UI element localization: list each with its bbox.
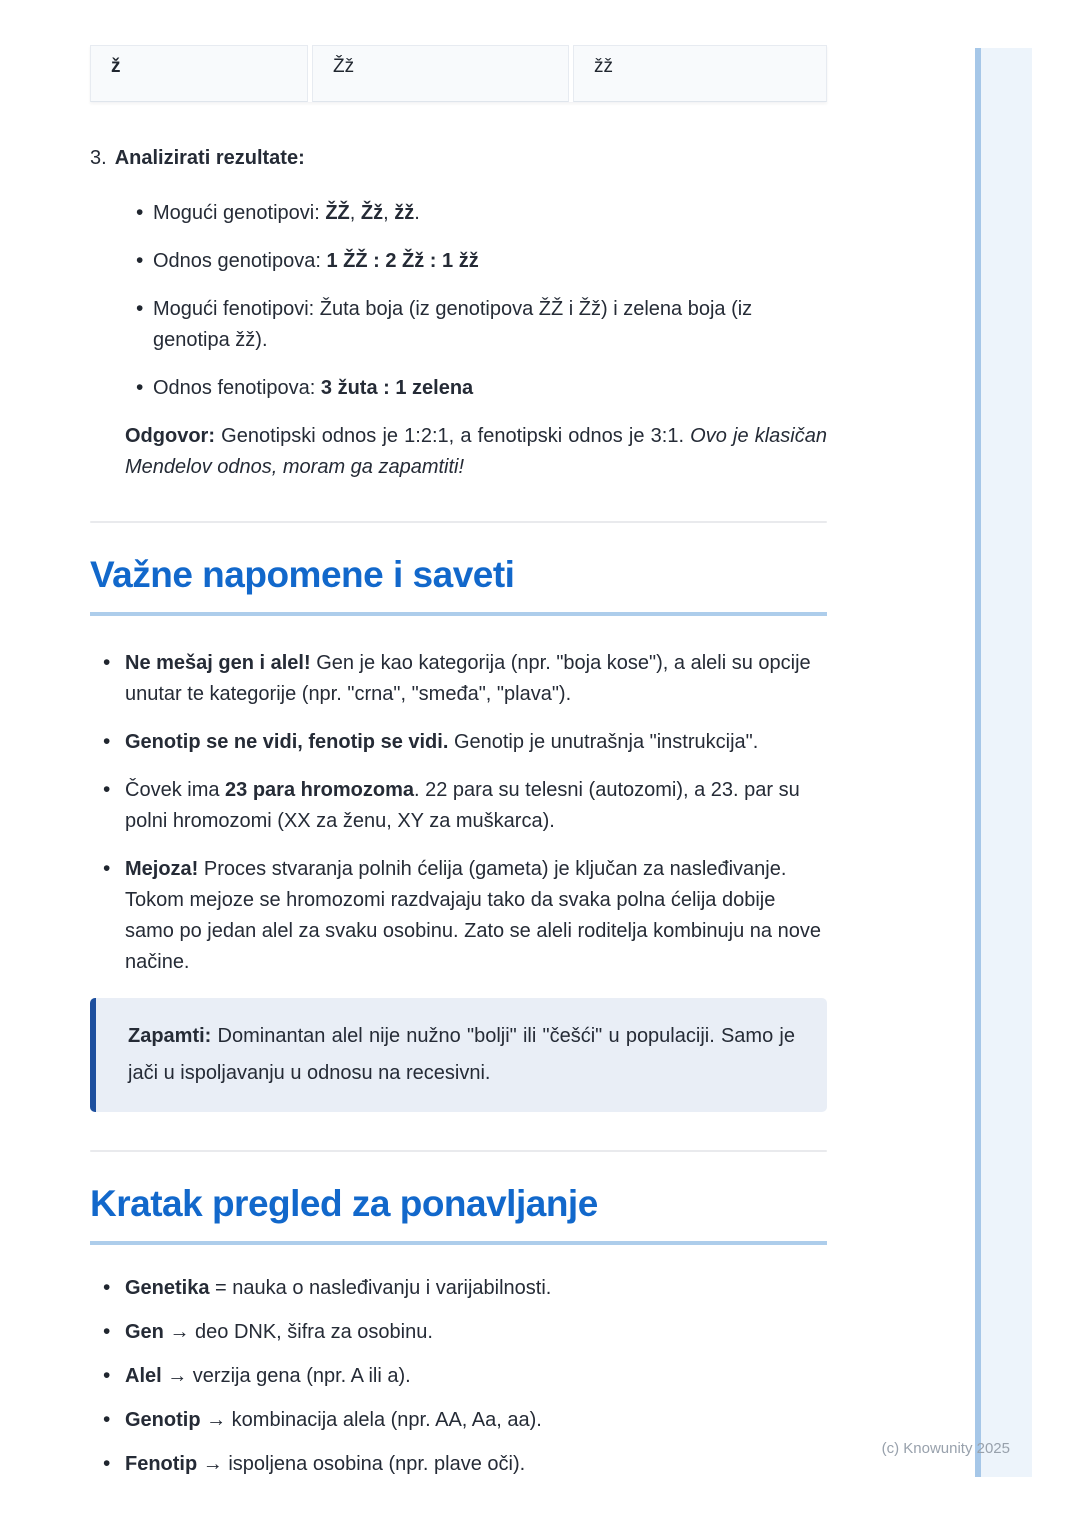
list-item	[90, 648, 827, 710]
text-segment: → deo DNK, šifra za osobinu.	[163, 1321, 433, 1343]
text-segment: . 22 para su telesni (autozomi), a 23. par su polni hromozomi (XX za ženu, XY za muškarca).	[125, 779, 800, 832]
text-segment: Mejoza!	[125, 858, 199, 880]
text-segment: Čovek ima	[125, 779, 226, 801]
text-segment: Žž	[360, 202, 384, 224]
notes-bullet-list	[90, 648, 827, 978]
text-segment: Mogući genotipovi:	[153, 202, 326, 224]
text-segment: Zapamti:	[128, 1025, 212, 1047]
list-item	[90, 294, 827, 356]
text-segment: ,	[349, 202, 361, 224]
text-segment: Gen je kao kategorija (npr. "boja kose"), a aleli su opcije unutar te kategorije (npr. "crna", "smeđa", "plava").	[125, 652, 811, 705]
list-item	[90, 198, 827, 229]
text-segment: .	[414, 202, 420, 224]
page-scroll-track[interactable]	[975, 48, 1032, 1477]
text-segment: Genotip	[125, 1409, 201, 1431]
text-segment: 1 ŽŽ : 2 Žž : 1 žž	[326, 250, 479, 272]
step-title: Analizirati rezultate:	[114, 147, 305, 169]
list-item	[90, 775, 827, 837]
text-segment: žž	[394, 202, 415, 224]
text-segment: Fenotip	[125, 1453, 198, 1475]
text-segment: Odnos genotipova:	[153, 250, 327, 272]
punnett-cell: Žž	[312, 45, 569, 102]
text-segment: Genotip se ne vidi, fenotip se vidi.	[125, 731, 449, 753]
remember-callout	[90, 998, 827, 1112]
text-segment: Mogući fenotipovi: Žuta boja (iz genotipova ŽŽ i Žž) i zelena boja (iz genotipa žž).	[153, 298, 753, 351]
text-segment: 3 žuta : 1 zelena	[320, 377, 474, 399]
text-segment: Ovo je klasičan Mendelov odnos, moram ga zapamtiti!	[125, 425, 827, 478]
review-bullet-list	[90, 1273, 827, 1480]
page-scroll-thumb[interactable]	[975, 48, 981, 1477]
list-item	[90, 854, 827, 978]
punnett-table-row	[90, 45, 827, 102]
text-segment: Alel	[125, 1365, 162, 1387]
list-item	[90, 1273, 827, 1304]
step-number: 3.	[90, 147, 107, 169]
document-page	[90, 45, 827, 1493]
text-segment: 23 para hromozoma	[225, 779, 414, 801]
text-segment: Genetika	[125, 1277, 210, 1299]
review-section-heading: Kratak pregled za ponavljanje	[90, 1182, 827, 1245]
copyright-watermark: (c) Knowunity 2025	[881, 1440, 1010, 1457]
text-segment: ,	[383, 202, 395, 224]
text-segment: = nauka o nasleđivanju i varijabilnosti.	[209, 1277, 552, 1299]
text-segment: Odnos fenotipova:	[153, 377, 321, 399]
text-segment: Gen	[125, 1321, 164, 1343]
text-segment: Genotip je unutrašnja "instrukcija".	[448, 731, 759, 753]
list-item	[90, 1361, 827, 1392]
punnett-cell: ž	[90, 45, 308, 102]
list-item	[90, 246, 827, 277]
answer-paragraph	[90, 421, 827, 483]
list-item	[90, 373, 827, 404]
notes-section-heading: Važne napomene i saveti	[90, 553, 827, 616]
text-segment: → ispoljena osobina (npr. plave oči).	[197, 1453, 526, 1475]
punnett-cell: žž	[573, 45, 827, 102]
text-segment: → verzija gena (npr. A ili a).	[161, 1365, 411, 1387]
analysis-bullet-list	[90, 198, 827, 404]
text-segment: → kombinacija alela (npr. AA, Aa, aa).	[200, 1409, 542, 1431]
list-item	[90, 1449, 827, 1480]
section-divider	[90, 521, 827, 523]
list-item	[90, 1405, 827, 1436]
text-segment: Dominantan alel nije nužno "bolji" ili "češći" u populaciji. Samo je jači u ispoljavanju u odnosu na recesivni.	[128, 1025, 795, 1084]
numbered-step-heading	[90, 145, 827, 172]
text-segment: ŽŽ	[325, 202, 350, 224]
list-item	[90, 1317, 827, 1348]
section-divider	[90, 1150, 827, 1152]
text-segment: Odgovor:	[125, 425, 215, 447]
text-segment: Genotipski odnos je 1:2:1, a fenotipski odnos je 3:1.	[215, 425, 691, 447]
list-item	[90, 727, 827, 758]
text-segment: Ne mešaj gen i alel!	[125, 652, 311, 674]
text-segment: Proces stvaranja polnih ćelija (gameta) je ključan za nasleđivanje. Tokom mejoze se hromozomi razdvajaju tako da svaka polna ćelija dobije samo po jedan alel za svaku osobinu. Zato se aleli roditelja kombinuju na nove načine.	[125, 858, 821, 973]
